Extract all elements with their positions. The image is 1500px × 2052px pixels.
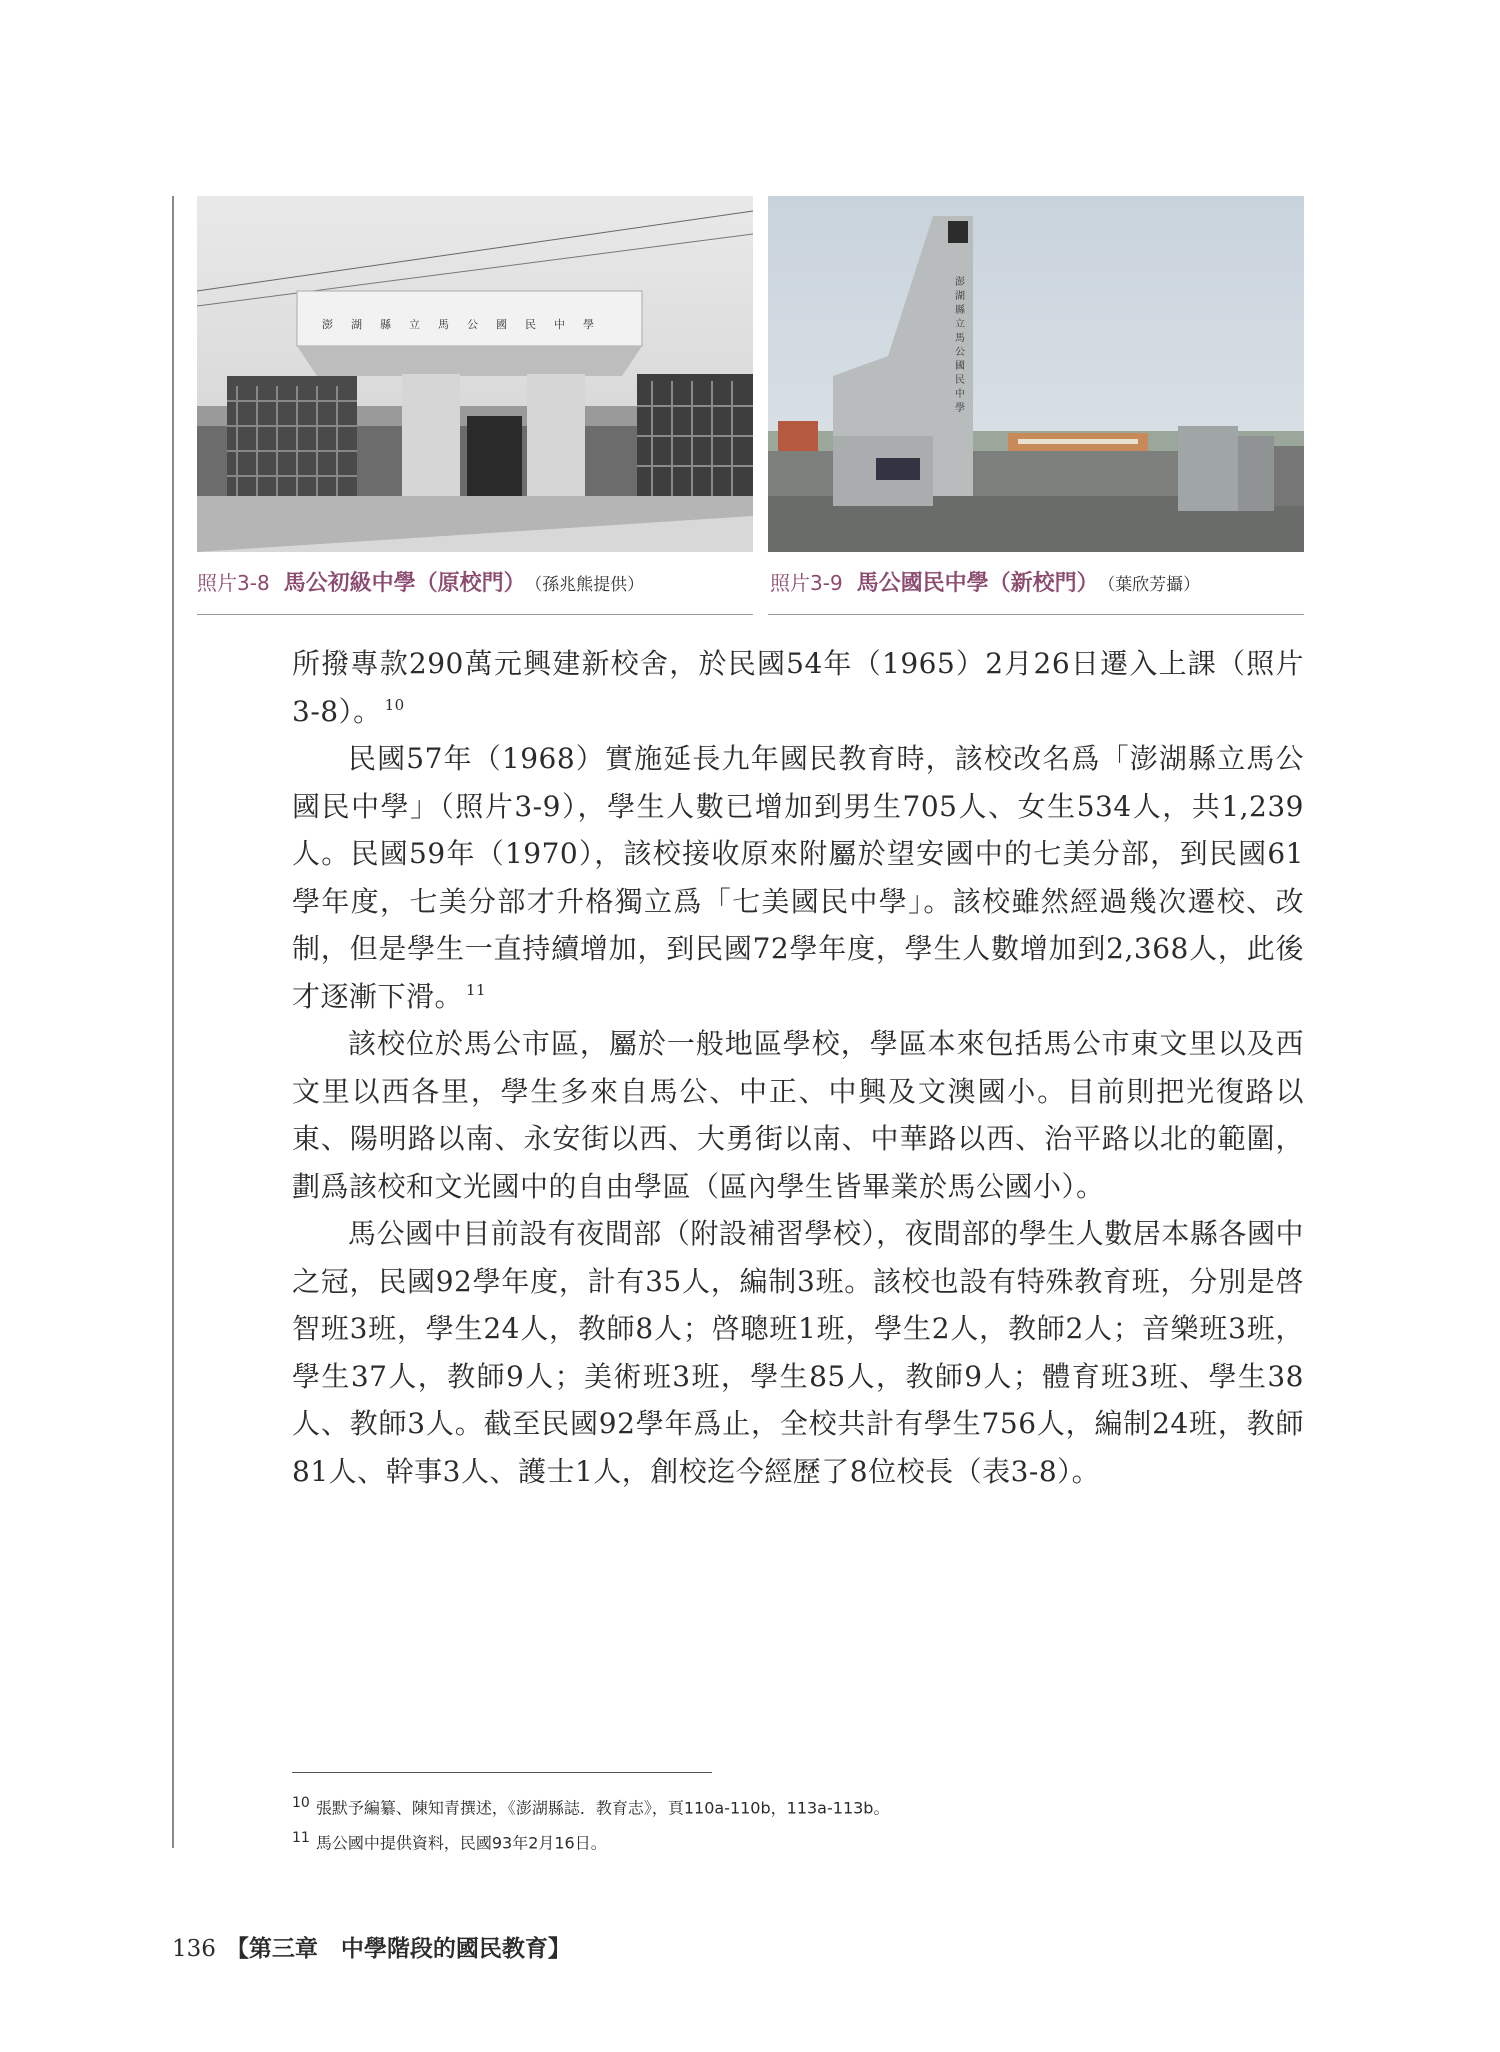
margin-rule xyxy=(172,196,174,1848)
footnote-10 xyxy=(292,1788,1304,1823)
photo-caption-3-8 xyxy=(197,566,644,600)
photo-caption-3-9 xyxy=(770,566,1200,600)
footnote-11 xyxy=(292,1823,1304,1858)
body-text xyxy=(292,640,1304,1495)
footnote-number: 11 xyxy=(292,1830,310,1847)
footnote-ref-11[interactable]: 11 xyxy=(466,981,487,1000)
caption-title: 馬公國民中學（新校門） xyxy=(856,571,1099,596)
page-number: 136 xyxy=(172,1936,216,1962)
paragraph-4: 馬公國中目前設有夜間部（附設補習學校），夜間部的學生人數居本縣各國中之冠，民國92學年度，計有35人，編制3班。該校也設有特殊教育班，分別是啓智班3班，學生24人，教師8人；啓聰班1班，學生2人，教師2人；音樂班3班，學生37人，教師9人；美術班3班，學生85人，教師9人；體育班3班、學生38人、教師3人。截至民國92學年爲止，全校共計有學生756人，編制24班，教師81人、幹事3人、護士1人，創校迄今經歷了8位校長（表3-8）。 xyxy=(292,1217,1304,1488)
caption-credit: （葉欣芳攝） xyxy=(1106,575,1201,595)
footnote-ref-10[interactable]: 10 xyxy=(384,696,405,715)
footnotes xyxy=(292,1788,1304,1859)
caption-label: 照片3-8 xyxy=(197,571,270,595)
chapter-title: 【第三章 中學階段的國民教育】 xyxy=(225,1935,571,1962)
paragraph-3: 該校位於馬公市區，屬於一般地區學校，學區本來包括馬公市東文里以及西文里以西各里，學生多來自馬公、中正、中興及文澳國小。目前則把光復路以東、陽明路以南、永安街以西、大勇街以南、中華路以西、治平路以北的範圍，劃爲該校和文光國中的自由學區（區內學生皆畢業於馬公國小）。 xyxy=(292,1027,1304,1203)
caption-credit: （孫兆熊提供） xyxy=(533,575,645,595)
photo1-sign: 澎湖縣立馬公國民中學 xyxy=(322,318,612,331)
footnote-text: 張默予編纂、陳知青撰述，《澎湖縣誌．教育志》，頁110a-110b，113a-113b。 xyxy=(315,1798,890,1818)
footnote-divider xyxy=(292,1772,712,1773)
paragraph-2 xyxy=(292,735,1304,1020)
caption-label: 照片3-9 xyxy=(770,571,843,595)
footnote-text: 馬公國中提供資料，民國93年2月16日。 xyxy=(315,1833,607,1853)
footnote-number: 10 xyxy=(292,1795,310,1811)
photo2-sign: 澎湖縣立馬公國民中學 xyxy=(952,276,964,416)
photo-old-school-gate xyxy=(197,196,753,552)
caption-divider xyxy=(768,614,1304,615)
paragraph-1 xyxy=(292,640,1304,735)
paragraph-1-text: 所撥專款290萬元興建新校舍，於民國54年（1965）2月26日遷入上課（照片3-8）。 xyxy=(292,647,1304,728)
photo-new-school-gate xyxy=(768,196,1304,552)
caption-title: 馬公初級中學（原校門） xyxy=(283,571,526,596)
caption-divider xyxy=(197,614,753,615)
paragraph-2-text: 民國57年（1968）實施延長九年國民教育時，該校改名爲「澎湖縣立馬公國民中學」（照片3-9），學生人數已增加到男生705人、女生534人，共1,239人。民國59年（1970），該校接收原來附屬於望安國中的七美分部，到民國61學年度，七美分部才升格獨立爲「七美國民中學」。該校雖然經過幾次遷校、改制，但是學生一直持續增加，到民國72學年度，學生人數增加到2,368人，此後才逐漸下滑。 xyxy=(292,742,1304,1013)
page-footer xyxy=(172,1930,571,1963)
